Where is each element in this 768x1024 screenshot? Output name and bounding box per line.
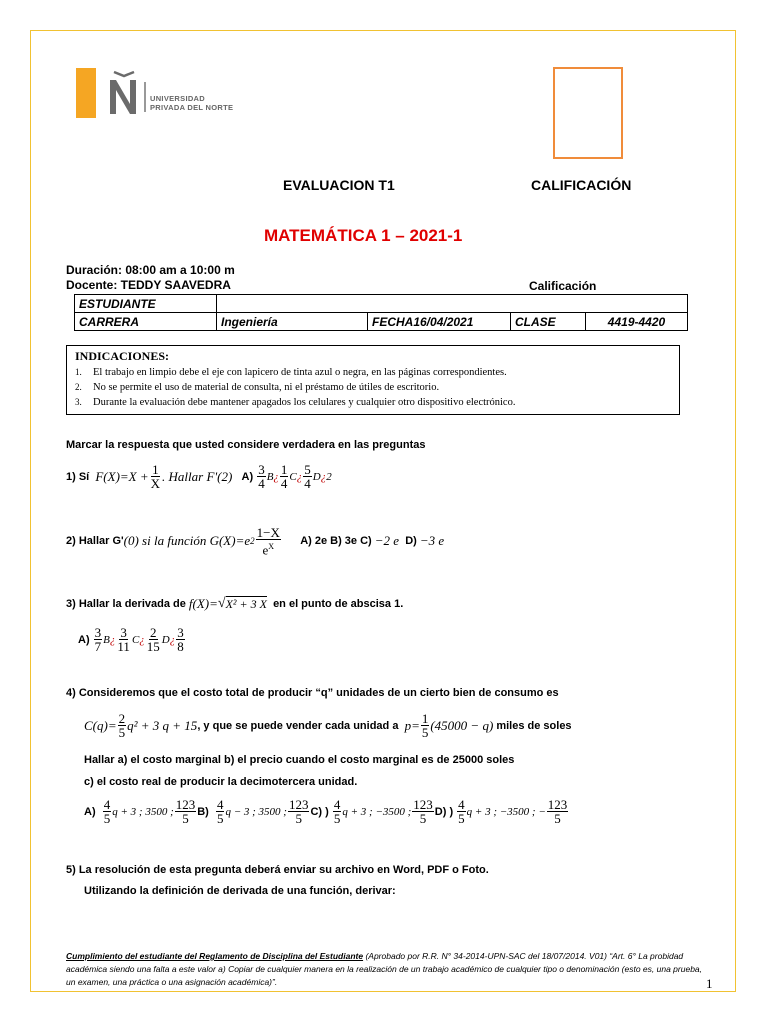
question-4-ask2: c) el costo real de producir la decimotercera unidad. [84,776,358,788]
logo-accent-bar [76,68,96,118]
indication-item: 1. El trabajo en limpio debe el eje con lapicero de tinta azul o negra, en las páginas correspondientes. [75,367,507,378]
instruction: Marcar la respuesta que usted considere verdadera en las preguntas [66,439,426,451]
logo-n-icon [106,70,140,116]
grade-box [553,67,623,159]
indication-item: 3. Durante la evaluación debe mantener apagados los celulares y cualquier otro dispositivo electrónico. [75,397,516,408]
logo-text-line1: UNIVERSIDAD [150,94,205,103]
grade-label: Calificación [529,279,597,293]
course-title: MATEMÁTICA 1 – 2021-1 [264,226,463,245]
student-row [75,295,688,313]
duration: Duración: 08:00 am a 10:00 m [66,263,235,277]
question-3-options: A) $\frac{3}{7}$ B ¿ $\frac{3}{11}$ C ¿ $\frac{2}{15}$ D ¿ $\frac{3}{8}$ [78,625,184,654]
career-value: Ingeniería [217,313,368,331]
student-value [217,295,688,313]
class-label: CLASE [511,313,586,331]
question-2: 2) Hallar G' (0) si la función G(X)=e 2 $\frac{1-X}{e^X}$ A) 2e B) 3e C) −2 e D) −3 e [66,525,445,558]
question-5-line1: 5) La resolución de esta pregunta deberá enviar su archivo en Word, PDF o Foto. [66,864,489,876]
footer-body: (Aprobado por R.R. N° 34-2014-UPN-SAC del 18/07/2014. V01) “Art. 6° La probidad académica siendo una falta a este valor a) Copiar de cualquier manera en la realización de un trabajo académico de cualquier tipo o denominación (esto es, una prueba, un examen, una práctica o una asignación académica)”. [66,951,703,987]
question-4-intro: 4) Consideremos que el costo total de producir “q” unidades de un cierto bien de consumo es [66,687,559,699]
indications-box [66,345,680,415]
footer-title: Cumplimiento del estudiante del Reglamento de Disciplina del Estudiante [66,951,364,961]
university-logo [76,68,256,118]
indication-item: 2. No se permite el uso de material de consulta, ni el préstamo de útiles de escritorio. [75,382,440,393]
page-border [30,30,736,992]
indications-title: INDICACIONES: [75,349,170,363]
class-value: 4419-4420 [586,313,688,331]
date-cell: FECHA16/04/2021 [368,313,511,331]
student-info-table [74,294,688,331]
eval-title: EVALUACION T1 [283,177,395,193]
footer-regulation [66,950,702,989]
question-4-cost: C(q)= $\frac{2}{5}$ q² + 3 q + 15 , y que se puede vender cada unidad a p= $\frac{1}{5}$ (45000 − q) miles de soles [84,711,572,740]
logo-text-line2: PRIVADA DEL NORTE [150,103,234,112]
teacher: Docente: TEDDY SAAVEDRA [66,278,231,292]
grade-title: CALIFICACIÓN [531,177,632,193]
question-3: 3) Hallar la derivada de f(X)= √ X² + 3 X en el punto de abscisa 1. [66,596,404,611]
question-5-line2: Utilizando la definición de derivada de una función, derivar: [84,885,396,897]
page-number: 1 [706,976,713,991]
student-label: ESTUDIANTE [75,295,217,313]
question-4-ask1: Hallar a) el costo marginal b) el precio cuando el costo marginal es de 25000 soles [84,754,515,766]
question-4-options: A) $\frac{4}{5}$ q + 3 ; 3500 ; $\frac{123}{5}$ B) $\frac{4}{5}$ q − 3 ; 3500 ; $\frac{123}{5}$ C) ) $\frac{4}{5}$ q + 3 ; −3500 ; $\frac{123}{5}$ D) ) $\frac{4}{5}$ q + 3 ; −3500 ; − $\frac{123}{5}$ [84,797,568,826]
career-label: CARRERA [75,313,217,331]
question-1: 1) Sí F(X)=X + $\frac{1}{X}$ . Hallar F'(2) A) $\frac{3}{4}$ B ¿ $\frac{1}{4}$ C ¿ $\frac{5}{4}$ D ¿ 2 [66,462,332,491]
career-row [75,313,688,331]
